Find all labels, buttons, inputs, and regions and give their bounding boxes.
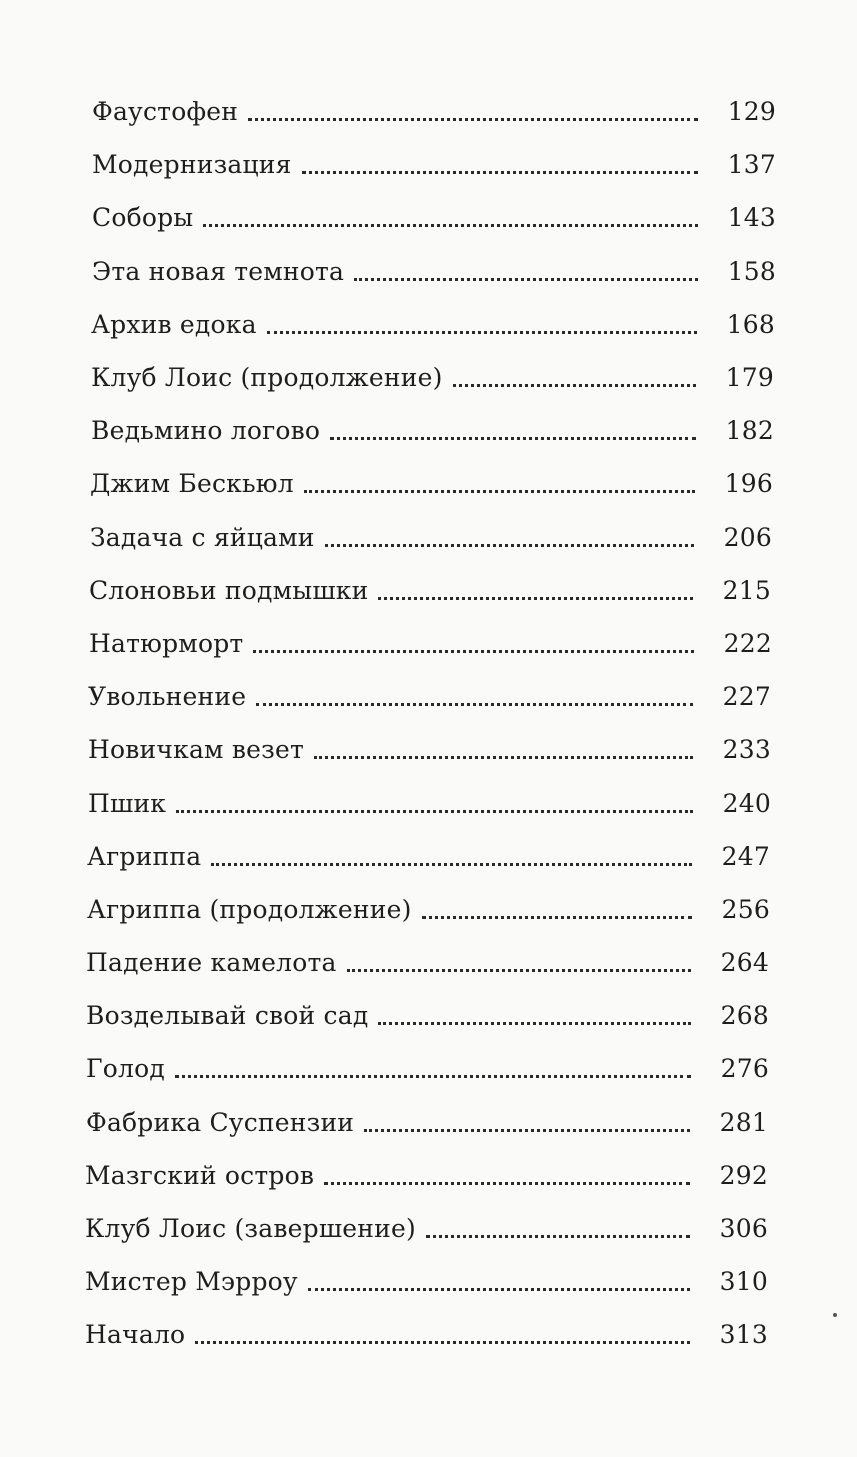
toc-entry-page: 129 [727,97,776,127]
toc-entry [85,1255,768,1308]
toc-entry-page: 313 [719,1320,768,1350]
toc-entry-page: 222 [723,628,772,658]
dot-leader [314,756,693,759]
toc-entry-title: Клуб Лоис (продолжение) [91,363,443,393]
dot-leader [248,118,698,121]
toc-entry [90,511,772,564]
toc-entry-page: 233 [722,735,771,765]
dot-leader [302,171,698,174]
toc-entry-title: Архив едока [91,309,257,339]
dot-leader [304,490,695,493]
table-of-contents [0,85,857,1362]
dot-leader [253,650,694,653]
dot-leader [354,278,698,281]
toc-entry [88,670,771,723]
dot-leader [211,863,692,866]
toc-entry [85,1149,768,1202]
toc-entry [86,989,769,1042]
toc-entry-page: 256 [721,894,770,924]
toc-entry-title: Клуб Лоис (завершение) [85,1214,416,1244]
toc-entry [89,564,771,617]
dot-leader [347,969,691,972]
toc-entry-title: Мазгский остров [85,1160,315,1190]
dot-leader [195,1341,690,1344]
toc-entry-page: 179 [725,363,774,393]
toc-entry-title: Слоновьи подмышки [89,575,369,605]
toc-entry [86,936,769,989]
toc-entry-page: 268 [720,1001,769,1031]
dot-leader [308,1288,690,1291]
toc-entry [91,298,775,351]
toc-entry-page: 247 [721,841,770,871]
toc-entry-title: Соборы [92,203,194,233]
dot-leader [422,916,692,919]
toc-entry-title: Пшик [88,788,167,818]
toc-entry-title: Возделывай свой сад [86,1001,369,1031]
toc-entry-title: Модернизация [92,150,292,180]
toc-entry-page: 206 [723,522,772,552]
toc-entry-title: Фабрика Суспензии [86,1107,355,1137]
paper-speck [833,1313,837,1317]
toc-entry-title: Джим Бескьюл [90,469,294,499]
dot-leader [175,1075,691,1078]
toc-entry-page: 292 [719,1160,768,1190]
toc-entry [92,245,776,298]
toc-entry [90,457,773,510]
toc-entry [92,138,776,191]
toc-entry [89,617,772,670]
toc-entry-title: Ведьмино логово [91,416,321,446]
toc-entry-page: 281 [719,1107,768,1137]
toc-entry [92,85,776,138]
toc-entry-page: 196 [724,469,773,499]
toc-entry [85,1308,768,1361]
toc-entry-title: Новичкам везет [88,735,304,765]
toc-entry [88,723,771,776]
dot-leader [256,703,693,706]
toc-entry-title: Начало [85,1320,186,1350]
toc-entry-page: 240 [722,788,771,818]
dot-leader [453,384,696,387]
toc-entry-title: Голод [86,1054,165,1084]
dot-leader [330,437,696,440]
dot-leader [378,1022,691,1025]
toc-entry [87,883,770,936]
toc-entry [87,830,770,883]
toc-entry [86,1042,769,1095]
toc-entry-page: 276 [720,1054,769,1084]
toc-entry-page: 306 [719,1214,768,1244]
toc-entry-page: 310 [719,1267,768,1297]
toc-entry-page: 264 [720,948,769,978]
toc-entry-page: 227 [722,682,771,712]
dot-leader [203,224,698,227]
toc-entry [88,776,771,829]
toc-entry [85,1202,768,1255]
toc-entry-title: Задача с яйцами [90,522,315,552]
dot-leader [378,597,693,600]
toc-entry [91,404,774,457]
dot-leader [325,544,694,547]
dot-leader [176,810,693,813]
toc-entry-page: 182 [725,416,774,446]
toc-entry [92,191,776,244]
toc-entry-page: 143 [727,203,776,233]
toc-entry-page: 215 [722,575,771,605]
toc-entry-title: Падение камелота [86,948,337,978]
toc-entry-page: 168 [726,309,775,339]
toc-entry-title: Агриппа (продолжение) [87,894,412,924]
toc-entry-title: Увольнение [88,682,247,712]
toc-entry-title: Мистер Мэрроу [85,1267,298,1297]
toc-entry-title: Агриппа [87,841,202,871]
dot-leader [426,1235,690,1238]
toc-entry [86,1096,768,1149]
toc-entry-page: 137 [727,150,776,180]
dot-leader [364,1129,690,1132]
dot-leader [324,1182,690,1185]
toc-entry-title: Фаустофен [92,97,239,127]
toc-entry-page: 158 [727,256,776,286]
toc-entry-title: Эта новая темнота [92,256,345,286]
dot-leader [267,331,697,334]
toc-entry [91,351,774,404]
toc-entry-title: Натюрморт [89,628,244,658]
